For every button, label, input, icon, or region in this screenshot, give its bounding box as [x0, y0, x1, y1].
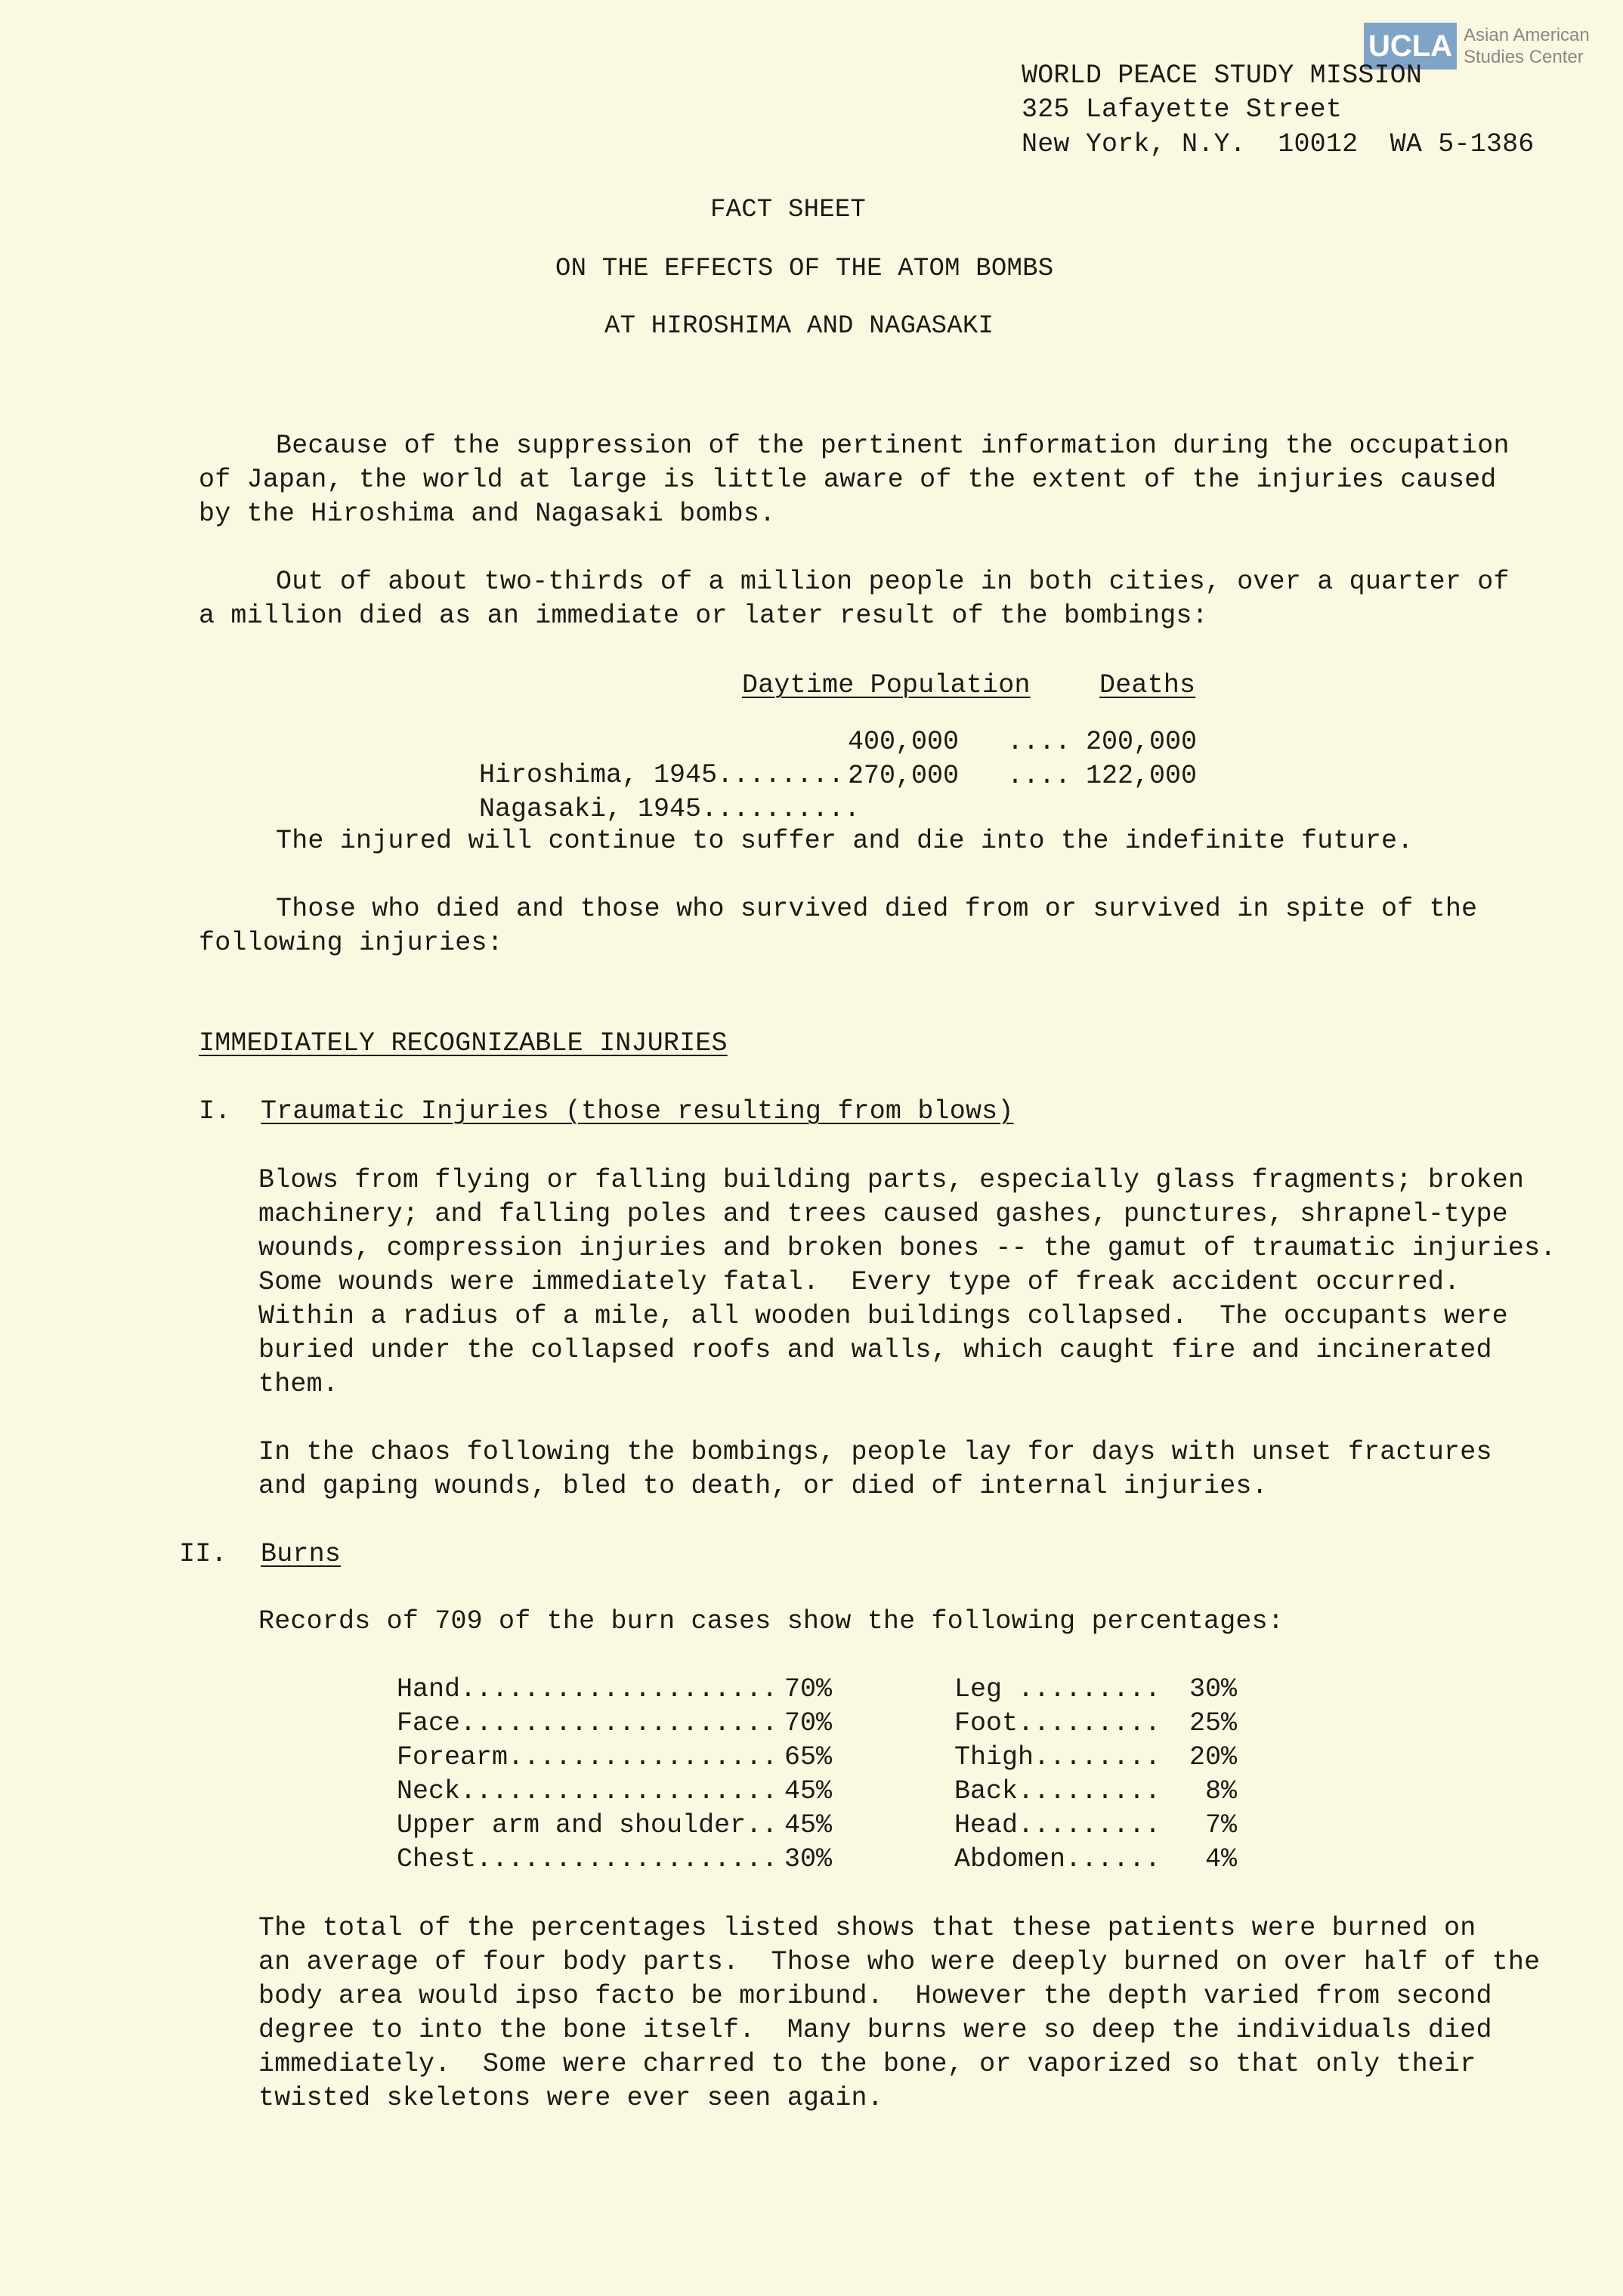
- table-header-population: Daytime Population: [742, 670, 1031, 700]
- burn-pct-hand: 70%: [784, 1674, 833, 1704]
- burn-part-forearm: Forearm.................: [397, 1742, 794, 1772]
- burn-part-abdomen: Abdomen......: [954, 1844, 1161, 1874]
- burn-part-thigh: Thigh........: [954, 1742, 1161, 1772]
- burn-pct-leg: 30%: [1189, 1674, 1238, 1704]
- section1-p1-line2: machinery; and falling poles and trees caused gashes, punctures, shrapnel-type: [258, 1199, 1508, 1229]
- section1-numeral: I.: [199, 1096, 231, 1126]
- burn-part-head: Head.........: [954, 1810, 1161, 1840]
- burn-pct-foot: 25%: [1189, 1708, 1238, 1738]
- burn-pct-abdomen: 4%: [1189, 1844, 1238, 1874]
- table-dots: ....: [1007, 761, 1071, 791]
- section2-title: Burns: [261, 1539, 342, 1569]
- closing-line1: The total of the percentages listed shows that these patients were burned on: [258, 1913, 1476, 1943]
- watermark-label-2: Studies Center: [1464, 47, 1584, 67]
- paragraph-4-line2: following injuries:: [199, 928, 503, 958]
- table-header-deaths: Deaths: [1099, 670, 1196, 700]
- burn-part-upper-arm: Upper arm and shoulder..: [397, 1810, 794, 1840]
- paragraph-3: The injured will continue to suffer and die into the indefinite future.: [276, 826, 1414, 856]
- intro-p1-line3: by the Hiroshima and Nagasaki bombs.: [199, 499, 776, 529]
- letterhead-org: WORLD PEACE STUDY MISSION: [1022, 60, 1423, 91]
- intro-p1-line1: Because of the suppression of the pertinent information during the occupation: [276, 431, 1510, 461]
- section1-p1-line5: Within a radius of a mile, all wooden buildings collapsed. The occupants were: [258, 1301, 1508, 1331]
- ucla-logo: UCLA: [1364, 23, 1457, 70]
- section2-intro: Records of 709 of the burn cases show the following percentages:: [258, 1606, 1284, 1636]
- burn-part-face: Face....................: [397, 1708, 794, 1738]
- burn-pct-neck: 45%: [784, 1776, 833, 1806]
- section-heading: IMMEDIATELY RECOGNIZABLE INJURIES: [199, 1028, 728, 1058]
- letterhead-city-phone: New York, N.Y. 10012 WA 5-1386: [1022, 129, 1535, 159]
- section1-p1-line3: wounds, compression injuries and broken bones -- the gamut of traumatic injuries.: [258, 1233, 1557, 1263]
- watermark-label-1: Asian American: [1464, 25, 1590, 45]
- burn-part-leg: Leg .........: [954, 1674, 1161, 1704]
- burn-part-neck: Neck....................: [397, 1776, 794, 1806]
- section1-p1-line1: Blows from flying or falling building parts, especially glass fragments; broken: [258, 1165, 1525, 1195]
- table-city: Nagasaki, 1945..........: [479, 794, 861, 824]
- title-line-1: FACT SHEET: [710, 196, 867, 224]
- burn-pct-back: 8%: [1189, 1776, 1238, 1806]
- section2-numeral: II.: [179, 1539, 227, 1569]
- intro-p1-line2: of Japan, the world at large is little aware of the extent of the injuries caused: [199, 465, 1497, 495]
- letterhead-street: 325 Lafayette Street: [1022, 94, 1343, 125]
- title-line-2: ON THE EFFECTS OF THE ATOM BOMBS: [555, 255, 1054, 283]
- table-deaths: 200,000: [1086, 727, 1198, 757]
- section1-p1-line6: buried under the collapsed roofs and walls, which caught fire and incinerated: [258, 1335, 1492, 1365]
- table-deaths: 122,000: [1086, 761, 1198, 791]
- closing-line3: body area would ipso facto be moribund. However the depth varied from second: [258, 1981, 1492, 2011]
- paragraph-4-line1: Those who died and those who survived died from or survived in spite of the: [276, 894, 1478, 924]
- closing-line6: twisted skeletons were ever seen again.: [258, 2083, 883, 2113]
- burn-part-foot: Foot.........: [954, 1708, 1161, 1738]
- table-population: 270,000: [848, 761, 960, 791]
- table-dots: ....: [1007, 727, 1071, 757]
- burn-pct-forearm: 65%: [784, 1742, 833, 1772]
- section1-p2-line2: and gaping wounds, bled to death, or died of internal injuries.: [258, 1471, 1268, 1501]
- burn-pct-head: 7%: [1189, 1810, 1238, 1840]
- burn-pct-face: 70%: [784, 1708, 833, 1738]
- section1-title: Traumatic Injuries (those resulting from blows): [261, 1096, 1014, 1126]
- burn-part-back: Back.........: [954, 1776, 1161, 1806]
- closing-line2: an average of four body parts. Those who were deeply burned on over half of the: [258, 1947, 1541, 1977]
- burn-pct-thigh: 20%: [1189, 1742, 1238, 1772]
- title-line-3: AT HIROSHIMA AND NAGASAKI: [604, 312, 994, 341]
- intro-p2-line2: a million died as an immediate or later result of the bombings:: [199, 601, 1208, 631]
- burn-pct-upper-arm: 45%: [784, 1810, 833, 1840]
- table-city: Hiroshima, 1945.........: [479, 760, 861, 790]
- burn-part-chest: Chest...................: [397, 1844, 794, 1874]
- intro-p2-line1: Out of about two-thirds of a million people in both cities, over a quarter of: [276, 567, 1510, 597]
- section1-p1-line4: Some wounds were immediately fatal. Every type of freak accident occurred.: [258, 1267, 1461, 1297]
- burn-part-hand: Hand....................: [397, 1674, 794, 1704]
- table-population: 400,000: [848, 727, 960, 757]
- burn-pct-chest: 30%: [784, 1844, 833, 1874]
- closing-line5: immediately. Some were charred to the bone, or vaporized so that only their: [258, 2049, 1476, 2079]
- closing-line4: degree to into the bone itself. Many burns were so deep the individuals died: [258, 2015, 1492, 2045]
- section1-p2-line1: In the chaos following the bombings, people lay for days with unset fractures: [258, 1437, 1492, 1467]
- section1-p1-line7: them.: [258, 1369, 339, 1399]
